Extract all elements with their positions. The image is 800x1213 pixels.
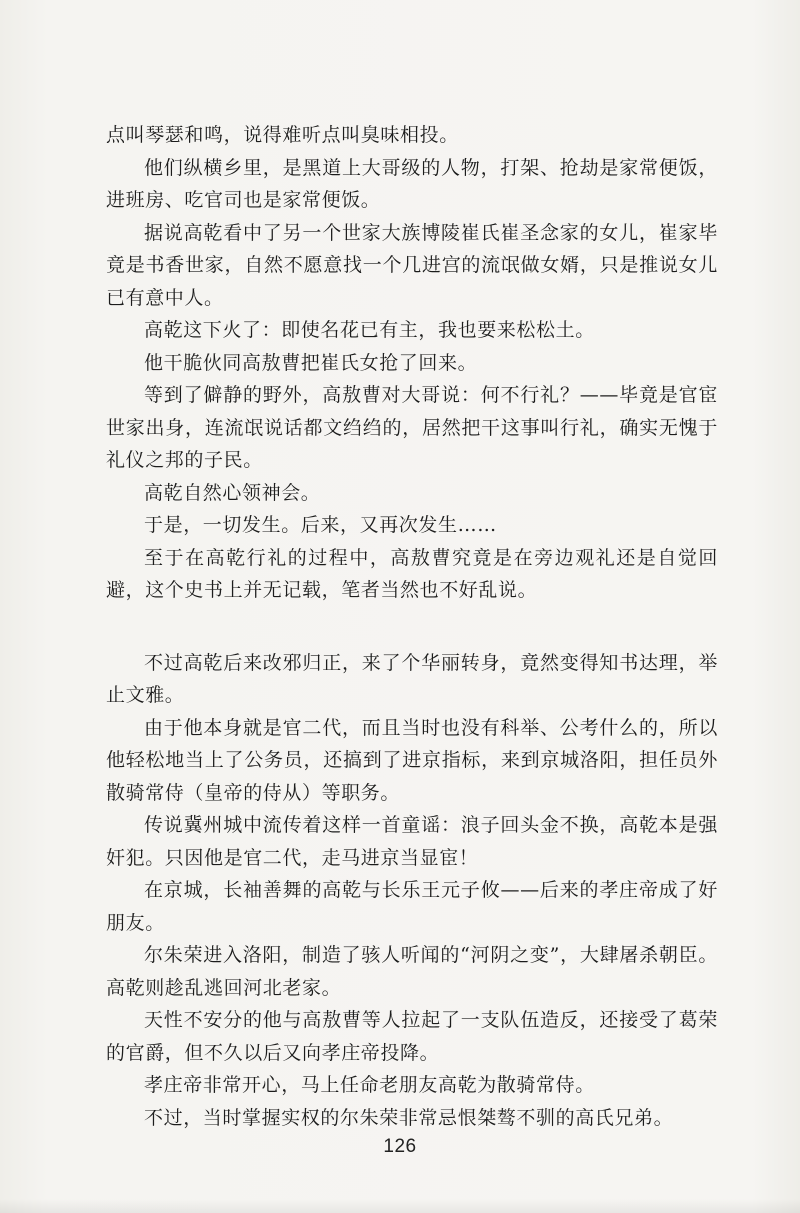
- paragraph: 天性不安分的他与高敖曹等人拉起了一支队伍造反，还接受了葛荣的官爵，但不久以后又向孝庄帝投降。: [106, 1009, 718, 1064]
- paragraph: 他们纵横乡里，是黑道上大哥级的人物，打架、抢劫是家常便饭，进班房、吃官司也是家常便饭。: [106, 156, 718, 211]
- paragraph: 高乾自然心领神会。: [144, 481, 321, 504]
- page-number: 126: [383, 1136, 417, 1157]
- paragraph: 不过，当时掌握实权的尔朱荣非常忌恨桀骜不驯的高氏兄弟。: [144, 1106, 674, 1129]
- paragraph: 至于在高乾行礼的过程中，高敖曹究竟是在旁边观礼还是自觉回避，这个史书上并无记载，笔者当然也不好乱说。: [106, 546, 718, 601]
- paragraph: 他干脆伙同高敖曹把崔氏女抢了回来。: [144, 351, 478, 374]
- paragraph: 传说冀州城中流传着这样一首童谣：浪子回头金不换，高乾本是强奸犯。只因他是官二代，走马进京当显宦！: [106, 814, 718, 869]
- paragraph: 在京城，长袖善舞的高乾与长乐王元子攸——后来的孝庄帝成了好朋友。: [106, 879, 718, 934]
- body-text: [106, 119, 718, 1134]
- paragraph: 由于他本身就是官二代，而且当时也没有科举、公考什么的，所以他轻松地当上了公务员，还搞到了进京指标，来到京城洛阳，担任员外散骑常侍（皇帝的侍从）等职务。: [106, 716, 718, 804]
- paragraph: 点叫琴瑟和鸣，说得难听点叫臭味相投。: [106, 124, 459, 146]
- paragraph: 尔朱荣进入洛阳，制造了骇人听闻的“河阴之变”，大肆屠杀朝臣。高乾则趁乱逃回河北老家。: [106, 944, 718, 999]
- paragraph: 高乾这下火了：即使名花已有主，我也要来松松土。: [144, 319, 595, 341]
- paragraph: 孝庄帝非常开心，马上任命老朋友高乾为散骑常侍。: [144, 1074, 595, 1096]
- paragraph: 等到了僻静的野外，高敖曹对大哥说：何不行礼？——毕竟是官宦世家出身，连流氓说话都文绉绉的，居然把干这事叫行礼，确实无愧于礼仪之邦的子民。: [106, 384, 718, 471]
- paragraph: 据说高乾看中了另一个世家大族博陵崔氏崔圣念家的女儿，崔家毕竟是书香世家，自然不愿意找一个几进宫的流氓做女婿，只是推说女儿已有意中人。: [106, 221, 718, 309]
- paragraph: 不过高乾后来改邪归正，来了个华丽转身，竟然变得知书达理，举止文雅。: [106, 651, 718, 706]
- paragraph: 于是，一切发生。后来，又再次发生……: [144, 514, 497, 536]
- section-break: [106, 607, 718, 647]
- page-bottom-edge: [0, 1199, 800, 1213]
